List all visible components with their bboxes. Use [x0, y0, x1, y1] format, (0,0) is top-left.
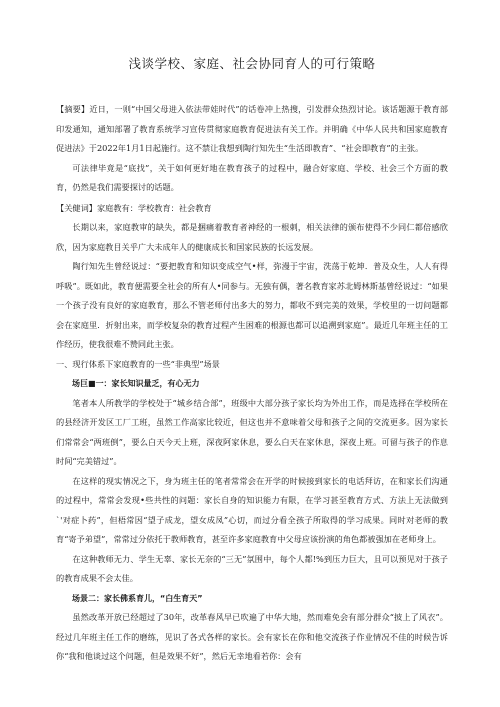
scene-heading: 场景二：家长佛系育儿，“白生育天” — [72, 593, 203, 603]
body-paragraph: 在这种教师无力、学生无辜、家长无奈的“三无”氛围中，每个人都!%到压力巨大，且可以预见对于孩子的教育成果不会太佳。 — [56, 553, 448, 583]
body-paragraph: 陶行知先生曾经说过：“要把教育和知识变成空气•样，弥漫于宇宙，洗荡于乾坤．普及众生，人人有得呼吸”。既如此，教育便需要全社会的所有人•同参与。无独有偶，著名教育家苏北姆林斯基曾经说过：“如果一个孩子没有良好的家庭教育，那么不管老师付出多大的努力，都收不到完美的效果，学校里的一切问题都会在家庭里．折射出来，而学校复杂的教育过程产生困难的根源也都可以追溯到家庭”。最近几年班主任的工作经历，使我很难不赞同此主张。 — [56, 261, 448, 349]
section-heading: 一、现行体系下家庭教育的一些“非典型”场景 — [56, 358, 220, 369]
abstract-paragraph: 【摘要】近日，一则“中国父母进入依法带娃时代”的话卷冲上热搜，引发群众热烈讨论。该话题源于教育部印发通知，通知部署了教育系统学习宣传贯彻家庭教育促进法有关工作。并明确《中华人民共和国家庭教育促进法》于2022年1月1日起施行。这不禁让我想到陶行知先生“生活即教育”、“社会即教育”的主张。 — [56, 104, 448, 153]
document-title: 浅谈学校、家庭、社会协同育人的可行策略 — [128, 56, 376, 71]
body-paragraph: 长期以来，家庭教审的缺失，都是捆痛着教育者神经的一根刺，相关法律的颁布使得不少同仁都倍感欣欣，因为家庭教目关乎广大未成年人的健康成长和国家民族的长远发展。 — [56, 222, 448, 252]
document-body — [56, 100, 448, 667]
body-paragraph: 可法律毕竟是“底找”，关于如何更好地在教育孩子的过程中，融合好家庭、学校、社会三个方面的教育，仍然是我们需要探讨的话题。 — [56, 162, 448, 192]
body-paragraph: 在这样的现实情况之下，身为班主任的笔者常常会在开学的时候接到家长的电话拜访，在和家长们沟通的过程中，常常会发现•些共性的问题：家长自身的知识能力有限，在学习甚至教育方式、方法上无法做到`'对症卜药”，但梧常因“望子成龙，望女成凤”心切，而过分看全孩子所取得的学习成果。同时对老师的教育“寄予弟望”，常常过分依托于教师教育，甚至许多家庭教育中父母应该扮演的角色都被强加在老师身上。 — [56, 475, 448, 544]
keywords-line: 【关健词】家庭教有：学校教育：社会教育 — [56, 202, 212, 213]
scene-heading: 场巨■一：家长知识量乏，有心无力 — [72, 379, 200, 388]
body-paragraph: 虽然改革开放已经超过了30年，改革春风早已吹遍了中华大地，然而难免会有部分群众“披上了风衣”。经过几年班主任工作的磨练，见识了各式各样的家长。会有家长在你和他交流孩子作业情况不佳的时候告诉你“我和他谈过这个问题，但是效果不好”，然后无幸地看若你：会有 — [56, 612, 448, 661]
body-paragraph: 笔者本人所教学的学校处于“城乡结合部”，班级中大部分孩子家长均为外出工作，而是选择在学校所在的县经济开发区工厂工班，虽然工作高家比较近，但这也并不意味着父母和孩子之间的交流更多。因为家长们常常会“两班倒”，要么白天今天上班，深夜阿家休息，要么白天在家休息，深夜上班。可留与孩子的作息时间“完美错过”。 — [56, 397, 448, 466]
